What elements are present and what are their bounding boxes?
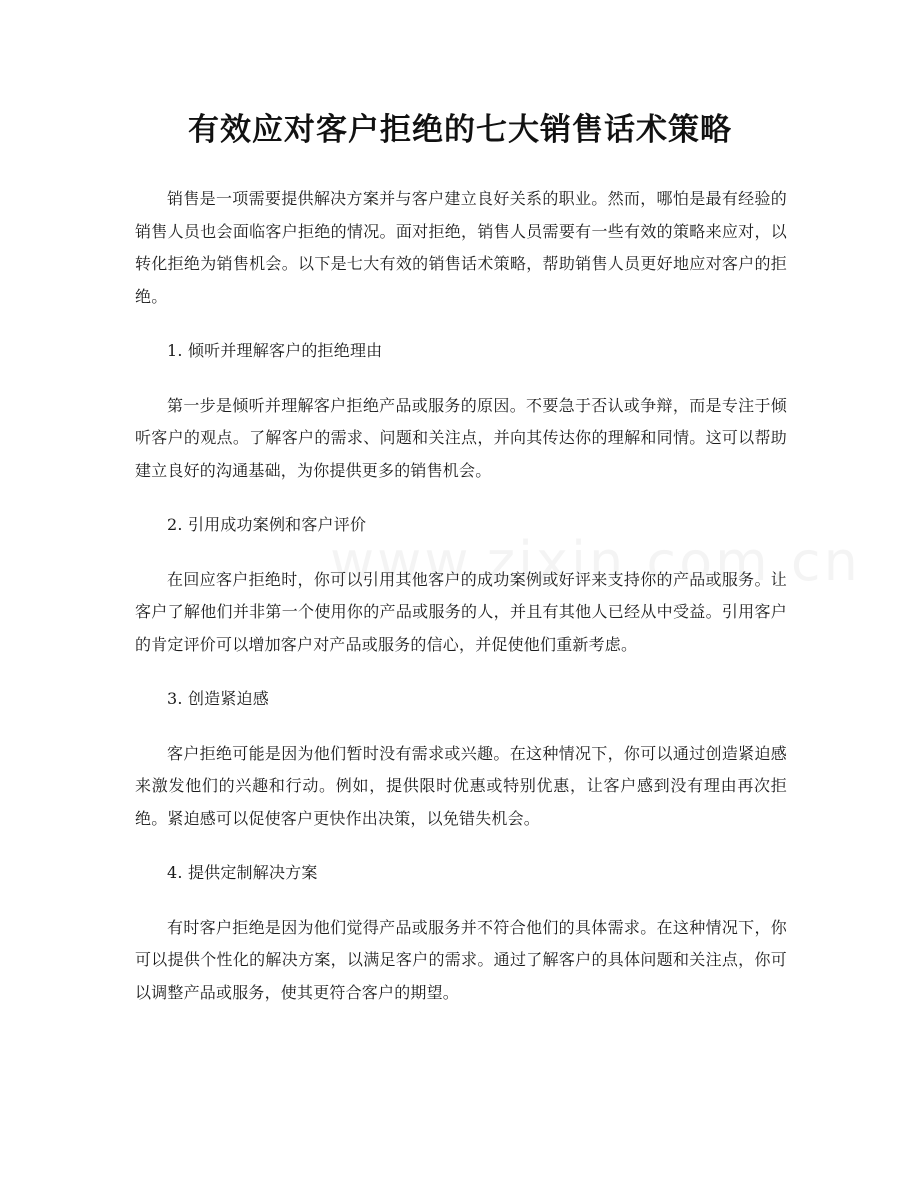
section-heading-2: 2. 引用成功案例和客户评价	[167, 515, 367, 534]
section-body-2: 在回应客户拒绝时，你可以引用其他客户的成功案例或好评来支持你的产品或服务。让客户了解他们并非第一个使用你的产品或服务的人，并且有其他人已经从中受益。引用客户的肯定评价可以增加客户对产品或服务的信心，并促使他们重新考虑。	[135, 569, 787, 654]
section-heading-3: 3. 创造紧迫感	[167, 689, 269, 708]
intro-paragraph: 销售是一项需要提供解决方案并与客户建立良好关系的职业。然而，哪怕是最有经验的销售人员也会面临客户拒绝的情况。面对拒绝，销售人员需要有一些有效的策略来应对，以转化拒绝为销售机会。以下是七大有效的销售话术策略，帮助销售人员更好地应对客户的拒绝。	[135, 189, 787, 306]
document-title: 有效应对客户拒绝的七大销售话术策略	[188, 112, 732, 148]
section-body-3: 客户拒绝可能是因为他们暂时没有需求或兴趣。在这种情况下，你可以通过创造紧迫感来激发他们的兴趣和行动。例如，提供限时优惠或特别优惠，让客户感到没有理由再次拒绝。紧迫感可以促使客户更快作出决策，以免错失机会。	[135, 743, 787, 828]
section-body-4: 有时客户拒绝是因为他们觉得产品或服务并不符合他们的具体需求。在这种情况下，你可以提供个性化的解决方案，以满足客户的需求。通过了解客户的具体问题和关注点，你可以调整产品或服务，使其更符合客户的期望。	[135, 917, 787, 1002]
document-body	[135, 183, 787, 1031]
section-body-1: 第一步是倾听并理解客户拒绝产品或服务的原因。不要急于否认或争辩，而是专注于倾听客户的观点。了解客户的需求、问题和关注点，并向其传达你的理解和同情。这可以帮助建立良好的沟通基础，为你提供更多的销售机会。	[135, 395, 787, 480]
section-heading-1: 1. 倾听并理解客户的拒绝理由	[167, 341, 383, 360]
section-heading-4: 4. 提供定制解决方案	[167, 863, 318, 882]
